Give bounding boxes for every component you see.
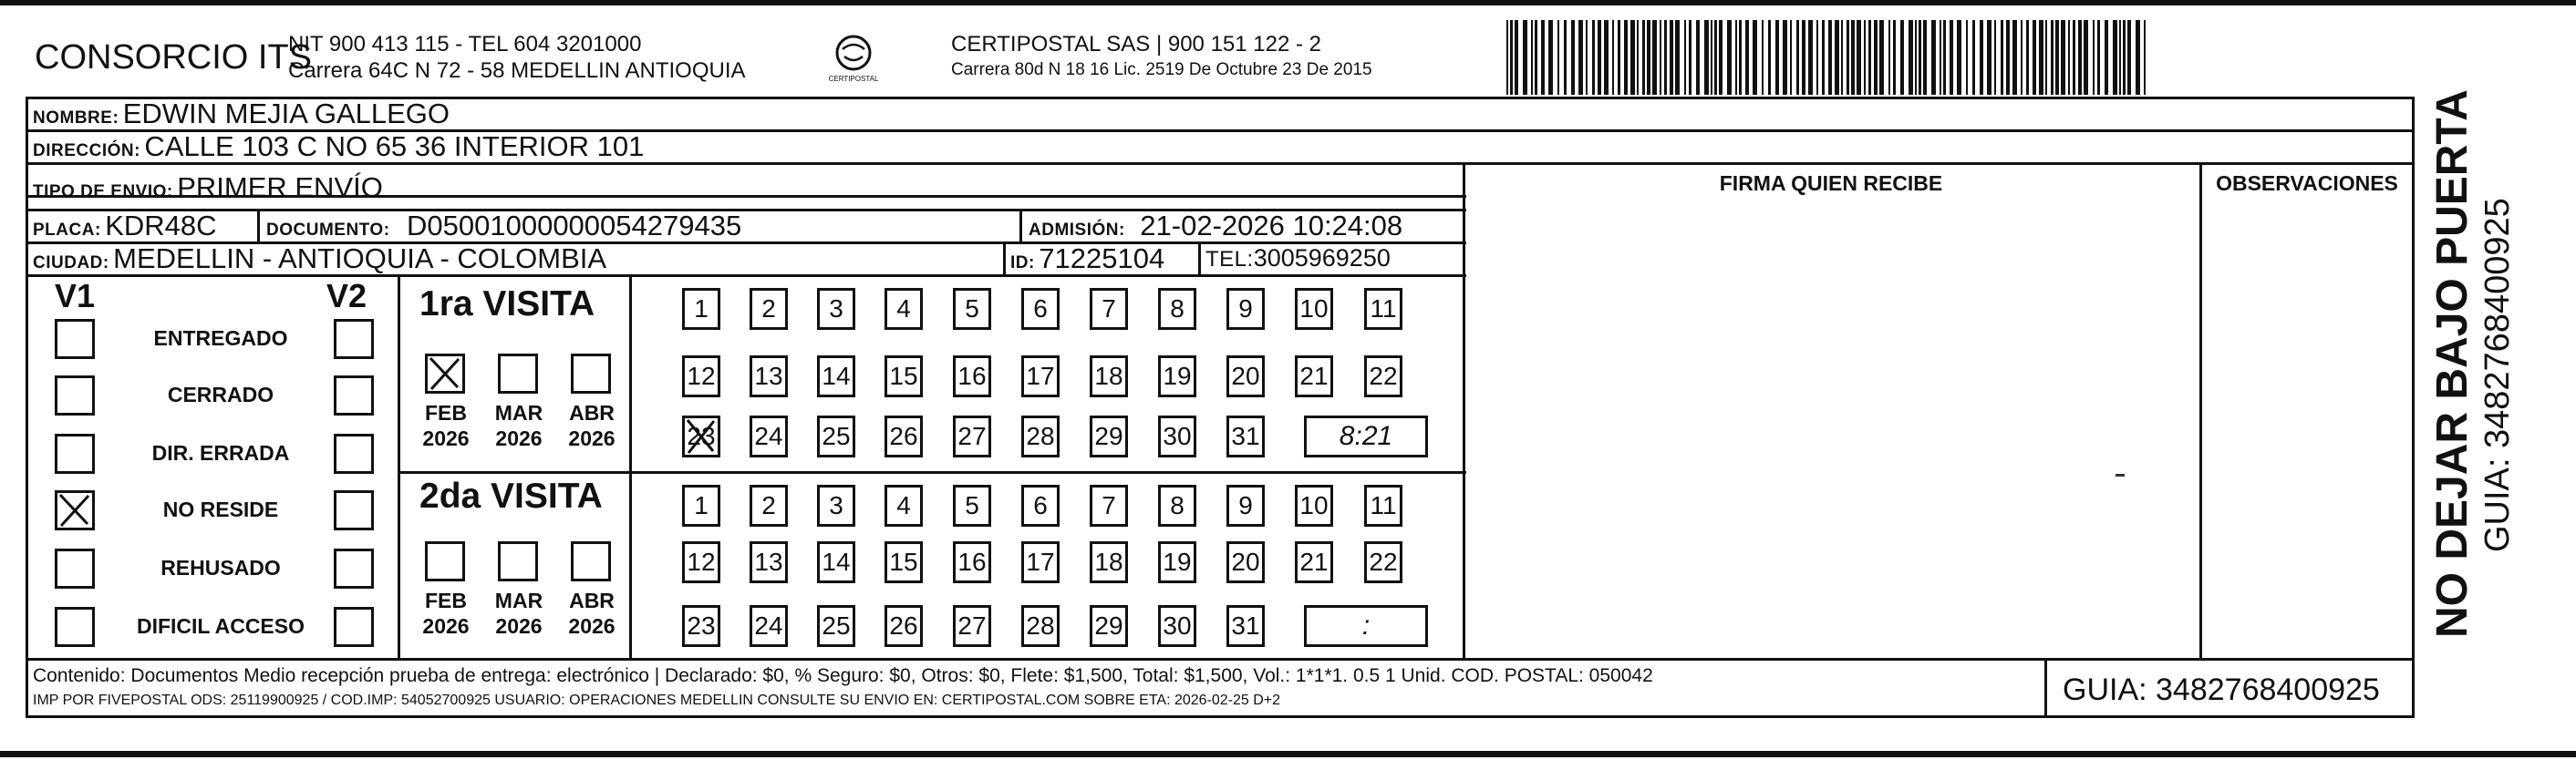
barcode-bar bbox=[1541, 20, 1545, 95]
barcode-bar bbox=[1915, 20, 1917, 95]
day-box[interactable]: 8 bbox=[1158, 485, 1196, 527]
day-box[interactable]: 28 bbox=[1021, 605, 1060, 647]
day-box[interactable]: 3 bbox=[817, 288, 855, 330]
day-box[interactable]: 20 bbox=[1226, 541, 1265, 583]
day-box[interactable]: 1 bbox=[682, 485, 720, 527]
admision-label: ADMISIÓN: bbox=[1029, 221, 1125, 240]
barcode-bar bbox=[1660, 20, 1661, 95]
col-line bbox=[1198, 241, 1201, 274]
barcode-bar bbox=[1987, 20, 1991, 95]
barcode-bar bbox=[2113, 20, 2117, 95]
barcode-bar bbox=[2073, 20, 2075, 95]
barcode-bar bbox=[1868, 20, 1871, 95]
barcode-bar bbox=[1689, 20, 1691, 95]
day-box[interactable]: 6 bbox=[1021, 288, 1060, 330]
barcode-bar bbox=[2061, 20, 2065, 95]
row-line bbox=[26, 658, 2415, 661]
top-edge bbox=[0, 0, 2576, 5]
day-box[interactable]: 21 bbox=[1295, 355, 1333, 397]
barcode-bar bbox=[1802, 20, 1805, 95]
col-line bbox=[398, 274, 400, 658]
day-box[interactable]: 20 bbox=[1226, 355, 1265, 397]
certipostal-subtitle: Carrera 80d N 18 16 Lic. 2519 De Octubre 23 De 2015 bbox=[951, 60, 1372, 79]
month-label: ABR bbox=[569, 589, 615, 612]
month-checkbox[interactable] bbox=[425, 354, 465, 394]
nombre-label: NOMBRE: bbox=[33, 108, 119, 128]
barcode-bar bbox=[2001, 20, 2003, 95]
barcode-bar bbox=[1879, 20, 1884, 95]
month-checkbox[interactable] bbox=[498, 354, 538, 394]
barcode-bar bbox=[1506, 20, 1508, 95]
day-box[interactable]: 14 bbox=[817, 355, 855, 397]
barcode-bar bbox=[2026, 20, 2029, 95]
barcode-bar bbox=[2006, 20, 2010, 95]
barcode-bar bbox=[1923, 20, 1927, 95]
barcode-bar bbox=[1775, 20, 1779, 95]
month-checkbox[interactable] bbox=[571, 541, 611, 581]
barcode-bar bbox=[1874, 20, 1878, 95]
v1-checkbox[interactable] bbox=[55, 490, 95, 530]
barcode-bar bbox=[1684, 20, 1686, 95]
day-box[interactable]: 12 bbox=[682, 541, 720, 583]
day-box[interactable]: 31 bbox=[1226, 605, 1265, 647]
month-checkbox[interactable] bbox=[425, 541, 465, 581]
barcode-bar bbox=[2033, 20, 2036, 95]
day-box[interactable]: 15 bbox=[885, 541, 923, 583]
tipo-label: TIPO DE ENVIO: bbox=[33, 182, 173, 201]
barcode-bar bbox=[1592, 20, 1595, 95]
footer-contenido: Contenido: Documentos Medio recepción prueba de entrega: electrónico | Declarado: $0, % Seguro: $0, Otros: $0, Flete: $1,500, Total: $1,500, Vol.: 1*1*1. 0.5 1 Unid. COD. POSTAL: 050042 bbox=[33, 665, 1653, 686]
day-box[interactable]: 14 bbox=[817, 541, 855, 583]
ciudad-row bbox=[33, 242, 606, 275]
day-box[interactable]: 12 bbox=[682, 355, 720, 397]
barcode-bar bbox=[1745, 20, 1749, 95]
barcode-bar bbox=[1719, 20, 1723, 95]
footer-imp: IMP POR FIVEPOSTAL ODS: 25119900925 / COD.IMP: 54052700925 USUARIO: OPERACIONES MEDELLIN CONSULTE SU ENVIO EN: CERTIPOSTAL.COM SOBRE ETA: 2026-02-25 D+2 bbox=[33, 693, 1281, 708]
col-line bbox=[1019, 209, 1022, 241]
barcode-bar bbox=[1957, 20, 1961, 95]
tel-label: TEL: bbox=[1205, 247, 1254, 272]
tel-row bbox=[1205, 244, 1391, 272]
day-box[interactable]: 7 bbox=[1090, 288, 1128, 330]
direccion-value: CALLE 103 C NO 65 36 INTERIOR 101 bbox=[144, 130, 645, 162]
day-box[interactable]: 8 bbox=[1158, 288, 1196, 330]
barcode-bar bbox=[1768, 20, 1771, 95]
barcode-bar bbox=[2105, 20, 2108, 95]
barcode-bar bbox=[2045, 20, 2047, 95]
status-option-label: DIR. ERRADA bbox=[151, 441, 290, 465]
day-box[interactable]: 6 bbox=[1021, 485, 1060, 527]
barcode bbox=[1506, 20, 2154, 95]
tel-value: 3005969250 bbox=[1253, 244, 1391, 272]
visit2-title: 2da VISITA bbox=[419, 477, 603, 516]
col-line bbox=[1463, 162, 1465, 658]
day-box[interactable]: 27 bbox=[953, 605, 991, 647]
nombre-row bbox=[33, 98, 450, 130]
day-box[interactable]: 13 bbox=[750, 355, 788, 397]
barcode-bar bbox=[2093, 20, 2095, 95]
day-box[interactable]: 22 bbox=[1364, 541, 1402, 583]
col-line bbox=[2199, 162, 2202, 658]
v1-checkbox[interactable] bbox=[55, 607, 95, 647]
barcode-bar bbox=[2051, 20, 2054, 95]
barcode-bar bbox=[1790, 20, 1792, 95]
barcode-bar bbox=[1598, 20, 1601, 95]
documento-label: DOCUMENTO: bbox=[266, 221, 390, 240]
month-label: FEB bbox=[425, 589, 467, 612]
day-box[interactable]: 5 bbox=[953, 288, 991, 330]
barcode-bar bbox=[1604, 20, 1609, 95]
day-box[interactable]: 1 bbox=[682, 288, 720, 330]
day-box[interactable]: 27 bbox=[953, 416, 991, 457]
side-guia: GUIA: 3482768400925 bbox=[2478, 198, 2517, 552]
placa-label: PLACA: bbox=[33, 221, 101, 240]
day-box[interactable]: 16 bbox=[953, 355, 991, 397]
barcode-bar bbox=[2021, 20, 2023, 95]
barcode-bar bbox=[1888, 20, 1890, 95]
barcode-bar bbox=[1637, 20, 1639, 95]
barcode-bar bbox=[1578, 20, 1583, 95]
placa-value: KDR48C bbox=[105, 210, 217, 241]
barcode-bar bbox=[2123, 20, 2126, 95]
id-label: ID: bbox=[1010, 253, 1035, 272]
barcode-bar bbox=[1851, 20, 1855, 95]
status-option-label: DIFICIL ACCESO bbox=[136, 614, 305, 638]
day-box[interactable]: 4 bbox=[885, 288, 923, 330]
month-label: ABR bbox=[569, 401, 615, 425]
month-year: 2026 bbox=[568, 614, 616, 638]
barcode-bar bbox=[1864, 20, 1866, 95]
barcode-bar bbox=[1893, 20, 1896, 95]
day-box[interactable]: 4 bbox=[885, 485, 923, 527]
certipostal-title: CERTIPOSTAL SAS | 900 151 122 - 2 bbox=[951, 32, 1321, 56]
barcode-bar bbox=[1696, 20, 1700, 95]
day-box[interactable]: 10 bbox=[1295, 485, 1333, 527]
barcode-bar bbox=[1675, 20, 1680, 95]
day-box[interactable]: 23 bbox=[682, 605, 720, 647]
check-mark-icon bbox=[428, 356, 462, 391]
month-year: 2026 bbox=[422, 614, 470, 638]
barcode-bar bbox=[1557, 20, 1559, 95]
barcode-bar bbox=[1816, 20, 1818, 95]
col-line bbox=[257, 209, 260, 241]
tipo-row bbox=[33, 171, 383, 204]
day-box[interactable]: 28 bbox=[1021, 416, 1060, 457]
barcode-bar bbox=[1808, 20, 1813, 95]
day-box[interactable]: 2 bbox=[750, 288, 788, 330]
day-box[interactable]: 31 bbox=[1226, 416, 1265, 457]
barcode-bar bbox=[1670, 20, 1673, 95]
documento-row bbox=[266, 210, 741, 242]
barcode-bar bbox=[2097, 20, 2100, 95]
tipo-value: PRIMER ENVÍO bbox=[177, 171, 383, 203]
barcode-bar bbox=[1972, 20, 1975, 95]
day-box[interactable]: 3 bbox=[817, 485, 855, 527]
status-option-label: CERRADO bbox=[167, 383, 274, 406]
v2-checkbox[interactable] bbox=[334, 319, 374, 359]
barcode-bar bbox=[1966, 20, 1968, 95]
day-box[interactable]: 19 bbox=[1158, 541, 1196, 583]
month-label: MAR bbox=[494, 589, 543, 612]
footer-guia: GUIA: 3482768400925 bbox=[2063, 673, 2380, 707]
admision-row bbox=[1029, 210, 1402, 242]
id-value: 71225104 bbox=[1039, 242, 1165, 274]
barcode-bar bbox=[1841, 20, 1843, 95]
barcode-bar bbox=[1857, 20, 1861, 95]
day-box[interactable]: 2 bbox=[750, 485, 788, 527]
day-box[interactable]: 22 bbox=[1364, 355, 1402, 397]
month-year: 2026 bbox=[422, 426, 470, 450]
barcode-bar bbox=[1571, 20, 1575, 95]
day-box[interactable]: 26 bbox=[885, 605, 923, 647]
certipostal-logo bbox=[826, 33, 881, 89]
barcode-bar bbox=[2119, 20, 2121, 95]
day-box[interactable]: 11 bbox=[1364, 288, 1402, 330]
day-box[interactable]: 18 bbox=[1090, 541, 1128, 583]
month-year: 2026 bbox=[568, 426, 616, 450]
day-box[interactable]: 23 bbox=[682, 416, 720, 457]
observaciones-header: OBSERVACIONES bbox=[2216, 171, 2398, 195]
admision-value: 21-02-2026 10:24:08 bbox=[1140, 210, 1403, 241]
side-warning: NO DEJAR BAJO PUERTA bbox=[2428, 89, 2477, 638]
barcode-bar bbox=[2078, 20, 2082, 95]
status-option-label: ENTREGADO bbox=[153, 326, 288, 350]
day-box[interactable]: 26 bbox=[885, 416, 923, 457]
time-box[interactable]: : bbox=[1304, 605, 1428, 647]
visit1-title: 1ra VISITA bbox=[419, 284, 595, 324]
v2-checkbox[interactable] bbox=[334, 490, 374, 530]
barcode-bar bbox=[1624, 20, 1628, 95]
barcode-bar bbox=[1931, 20, 1936, 95]
direccion-label: DIRECCIÓN: bbox=[33, 141, 140, 160]
barcode-bar bbox=[2127, 20, 2131, 95]
barcode-bar bbox=[1835, 20, 1839, 95]
barcode-bar bbox=[1753, 20, 1757, 95]
barcode-bar bbox=[1943, 20, 1946, 95]
barcode-bar bbox=[1727, 20, 1732, 95]
day-box[interactable]: 13 bbox=[750, 541, 788, 583]
bottom-edge bbox=[0, 751, 2576, 757]
v2-checkbox[interactable] bbox=[334, 434, 374, 474]
day-box[interactable]: 10 bbox=[1295, 288, 1333, 330]
v1-checkbox[interactable] bbox=[55, 375, 95, 416]
day-box[interactable]: 25 bbox=[817, 605, 855, 647]
barcode-bar bbox=[1950, 20, 1953, 95]
barcode-bar bbox=[1796, 20, 1799, 95]
placa-row bbox=[33, 210, 217, 242]
barcode-bar bbox=[1704, 20, 1709, 95]
col-line bbox=[2044, 658, 2047, 718]
barcode-bar bbox=[1783, 20, 1787, 95]
barcode-bar bbox=[2136, 20, 2140, 95]
day-box[interactable]: 24 bbox=[750, 605, 788, 647]
nombre-value: EDWIN MEJIA GALLEGO bbox=[122, 98, 450, 129]
barcode-bar bbox=[1940, 20, 1941, 95]
day-box[interactable]: 19 bbox=[1158, 355, 1196, 397]
day-box[interactable]: 24 bbox=[750, 416, 788, 457]
barcode-bar bbox=[1652, 20, 1657, 95]
barcode-bar bbox=[1762, 20, 1764, 95]
day-box[interactable]: 5 bbox=[953, 485, 991, 527]
barcode-bar bbox=[1909, 20, 1913, 95]
barcode-bar bbox=[1664, 20, 1667, 95]
day-box[interactable]: 9 bbox=[1226, 288, 1265, 330]
barcode-bar bbox=[1586, 20, 1588, 95]
nit-tel: NIT 900 413 115 - TEL 604 3201000 bbox=[288, 32, 642, 56]
barcode-bar bbox=[1618, 20, 1620, 95]
v2-label: V2 bbox=[326, 277, 367, 314]
barcode-bar bbox=[1847, 20, 1849, 95]
barcode-bar bbox=[2144, 20, 2146, 95]
barcode-bar bbox=[1739, 20, 1742, 95]
day-box[interactable]: 17 bbox=[1021, 355, 1060, 397]
company-address: Carrera 64C N 72 - 58 MEDELLIN ANTIOQUIA bbox=[288, 58, 746, 83]
logo-text: CERTIPOSTAL bbox=[828, 75, 879, 83]
barcode-bar bbox=[1919, 20, 1921, 95]
day-box[interactable]: 30 bbox=[1158, 416, 1196, 457]
firma-header: FIRMA QUIEN RECIBE bbox=[1719, 171, 1943, 195]
row-line bbox=[398, 471, 1466, 474]
barcode-bar bbox=[2039, 20, 2043, 95]
v1-label: V1 bbox=[55, 277, 96, 314]
barcode-bar bbox=[2012, 20, 2017, 95]
v2-checkbox[interactable] bbox=[334, 607, 374, 647]
day-box[interactable]: 30 bbox=[1158, 605, 1196, 647]
day-box[interactable]: 29 bbox=[1090, 605, 1128, 647]
barcode-bar bbox=[1980, 20, 1983, 95]
barcode-bar bbox=[1900, 20, 1904, 95]
check-mark-icon bbox=[685, 418, 718, 455]
barcode-bar bbox=[1711, 20, 1712, 95]
barcode-bar bbox=[1714, 20, 1717, 95]
pen-mark bbox=[2116, 474, 2125, 477]
month-year: 2026 bbox=[495, 426, 543, 450]
barcode-bar bbox=[1822, 20, 1825, 95]
month-label: FEB bbox=[425, 401, 467, 425]
day-box[interactable]: 7 bbox=[1090, 485, 1128, 527]
col-line bbox=[629, 274, 632, 658]
barcode-bar bbox=[1994, 20, 1996, 95]
month-checkbox[interactable] bbox=[571, 354, 611, 394]
status-option-label: REHUSADO bbox=[160, 556, 281, 580]
day-box[interactable]: 15 bbox=[885, 355, 923, 397]
ciudad-label: CIUDAD: bbox=[33, 253, 109, 272]
month-checkbox[interactable] bbox=[498, 541, 538, 581]
barcode-bar bbox=[1647, 20, 1650, 95]
barcode-bar bbox=[2068, 20, 2070, 95]
barcode-bar bbox=[1642, 20, 1645, 95]
month-year: 2026 bbox=[495, 614, 543, 638]
day-box[interactable]: 11 bbox=[1364, 485, 1402, 527]
day-box[interactable]: 25 bbox=[817, 416, 855, 457]
barcode-bar bbox=[1535, 20, 1537, 95]
documento-value: D05001000000054279435 bbox=[407, 210, 742, 241]
barcode-bar bbox=[1531, 20, 1533, 95]
barcode-bar bbox=[1735, 20, 1737, 95]
day-box[interactable]: 9 bbox=[1226, 485, 1265, 527]
barcode-bar bbox=[1828, 20, 1832, 95]
direccion-row bbox=[33, 130, 644, 163]
barcode-bar bbox=[1630, 20, 1635, 95]
barcode-bar bbox=[1510, 20, 1513, 95]
v1-checkbox[interactable] bbox=[55, 434, 95, 474]
col-line bbox=[1003, 241, 1006, 274]
v1-checkbox[interactable] bbox=[55, 319, 95, 359]
v1-checkbox[interactable] bbox=[55, 549, 95, 589]
time-box[interactable]: 8:21 bbox=[1304, 416, 1428, 457]
company-name: CONSORCIO ITS bbox=[35, 38, 313, 77]
day-box[interactable]: 21 bbox=[1295, 541, 1333, 583]
day-box[interactable]: 29 bbox=[1090, 416, 1128, 457]
check-mark-icon bbox=[57, 493, 92, 528]
barcode-bar bbox=[1612, 20, 1614, 95]
day-box[interactable]: 17 bbox=[1021, 541, 1060, 583]
barcode-bar bbox=[2084, 20, 2088, 95]
barcode-bar bbox=[2055, 20, 2059, 95]
day-box[interactable]: 16 bbox=[953, 541, 991, 583]
v2-checkbox[interactable] bbox=[334, 375, 374, 416]
barcode-bar bbox=[1523, 20, 1527, 95]
barcode-bar bbox=[1515, 20, 1518, 95]
ciudad-value: MEDELLIN - ANTIOQUIA - COLOMBIA bbox=[113, 242, 607, 274]
day-box[interactable]: 18 bbox=[1090, 355, 1128, 397]
barcode-bar bbox=[1548, 20, 1553, 95]
v2-checkbox[interactable] bbox=[334, 549, 374, 589]
month-label: MAR bbox=[494, 401, 543, 425]
id-row bbox=[1010, 242, 1164, 275]
barcode-bar bbox=[1564, 20, 1567, 95]
status-option-label: NO RESIDE bbox=[162, 498, 279, 521]
